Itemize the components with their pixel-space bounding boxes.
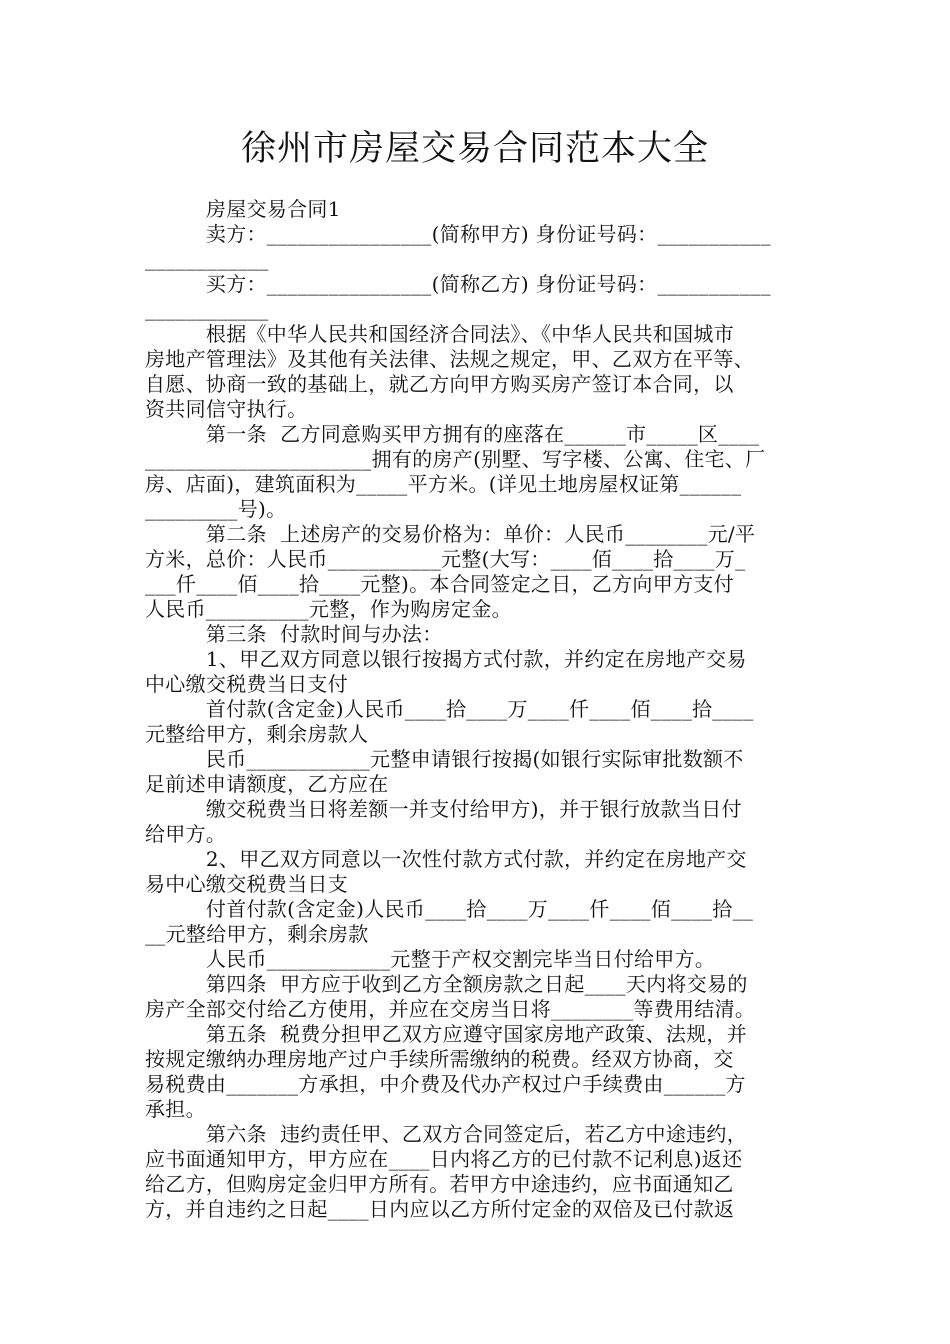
document-text-line: 方米，总价：人民币___________元整(大写：____佰____拾____万_ — [145, 547, 746, 571]
document-text-line: 房产全部交付给乙方使用，并应在交房当日将________等费用结清。 — [145, 997, 756, 1021]
document-text-line: 按规定缴纳办理房地产过户手续所需缴纳的税费。经双方协商，交 — [145, 1047, 734, 1071]
document-text-line: 首付款(含定金)人民币____拾____万____仟____佰____拾____ — [145, 697, 754, 721]
document-text-line: 缴交税费当日将差额一并支付给甲方)，并于银行放款当日付 — [145, 797, 742, 821]
document-text-line: 中心缴交税费当日支付 — [145, 672, 348, 696]
document-text-line: 第五条 税费分担甲乙双方应遵守国家房地产政策、法规，并 — [145, 1022, 748, 1046]
document-text-line: ____________ — [145, 247, 269, 271]
document-text-line: 自愿、协商一致的基础上，就乙方向甲方购买房产签订本合同，以 — [145, 372, 734, 396]
document-text-line: 给甲方。 — [145, 822, 227, 846]
document-text-line: 易中心缴交税费当日支 — [145, 872, 348, 896]
document-text-line: 民币____________元整申请银行按揭(如银行实际审批数额不 — [145, 747, 744, 771]
document-text-line: ____________ — [145, 297, 269, 321]
document-text-line: 2、甲乙双方同意以一次性付款方式付款，并约定在房地产交 — [145, 847, 747, 871]
document-text-line: 给乙方，但购房定金归甲方所有。若甲方中途违约，应书面通知乙 — [145, 1172, 734, 1196]
document-text-line: __元整给甲方，剩余房款 — [145, 922, 369, 946]
document-text-line: 第六条 违约责任甲、乙双方合同签定后，若乙方中途违约， — [145, 1122, 748, 1146]
document-text-line: 房地产管理法》及其他有关法律、法规之规定，甲、乙双方在平等、 — [145, 347, 754, 371]
document-text-line: 付首付款(含定金)人民币____拾____万____仟____佰____拾__ — [145, 897, 754, 921]
document-text-line: 足前述申请额度，乙方应在 — [145, 772, 389, 796]
document-text-line: 房、店面)，建筑面积为_____平方米。(详见土地房屋权证第______ — [145, 472, 742, 496]
document-text-line: 买方：________________(简称乙方) 身份证号码：___________ — [145, 272, 771, 296]
document-text-line: 应书面通知甲方，甲方应在____日内将乙方的已付款不记利息)返还 — [145, 1147, 743, 1171]
document-text-line: 卖方：________________(简称甲方) 身份证号码：___________ — [145, 222, 771, 246]
document-text-line: 元整给甲方，剩余房款人 — [145, 722, 369, 746]
document-title: 徐州市房屋交易合同范本大全 — [240, 129, 709, 169]
document-text-line: 1、甲乙双方同意以银行按揭方式付款，并约定在房地产交易 — [145, 647, 747, 671]
document-text-line: 易税费由_______方承担，中介费及代办产权过户手续费由______方 — [145, 1072, 746, 1096]
document-text-line: 方，并自违约之日起____日内应以乙方所付定金的双倍及已付款返 — [145, 1197, 735, 1221]
document-text-line: 第一条 乙方同意购买甲方拥有的座落在______市_____区____ — [145, 422, 760, 446]
document-text-line: 承担。 — [145, 1097, 206, 1121]
document-text-line: 第四条 甲方应于收到乙方全额房款之日起____天内将交易的 — [145, 972, 748, 996]
document-text-line: ___仟____佰____拾____元整)。本合同签定之日，乙方向甲方支付 — [145, 572, 734, 596]
document-text-line: 房屋交易合同1 — [145, 197, 341, 221]
document-text-line: 资共同信守执行。 — [145, 397, 308, 421]
document-text-line: _________号)。 — [145, 497, 287, 521]
document-text-line: 根据《中华人民共和国经济合同法》、《中华人民共和国城市 — [145, 322, 734, 346]
document-body — [145, 197, 805, 1222]
document-text-line: 人民币__________元整，作为购房定金。 — [145, 597, 512, 621]
document-text-line: 第三条 付款时间与办法： — [145, 622, 443, 646]
document-text-line: 人民币____________元整于产权交割完毕当日付给甲方。 — [145, 947, 716, 971]
document-text-line: ______________________拥有的房产(别墅、写字楼、公寓、住宅、厂 — [145, 447, 766, 471]
document-text-line: 第二条 上述房产的交易价格为：单价：人民币________元/平 — [145, 522, 756, 546]
